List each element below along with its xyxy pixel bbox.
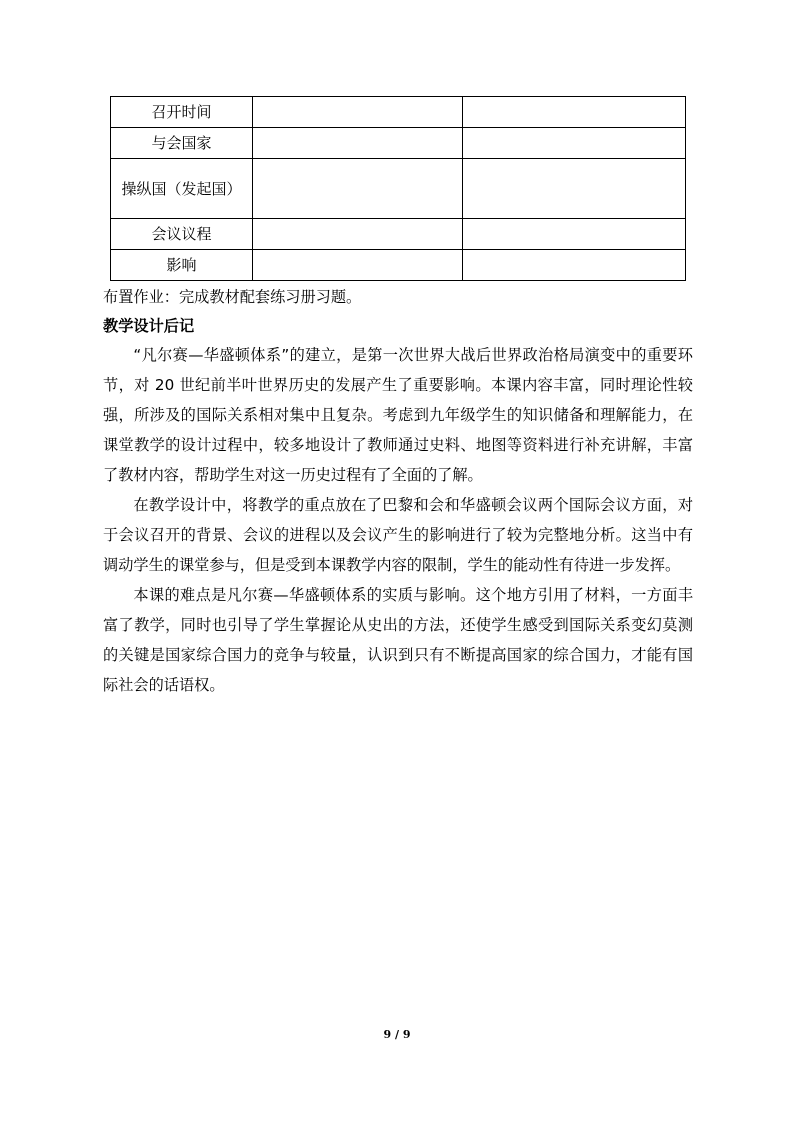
table-row [111, 159, 686, 219]
table-row [111, 97, 686, 128]
homework-text: 布置作业：完成教材配套练习册习题。 [103, 288, 362, 306]
table-cell [253, 128, 463, 159]
table-row [111, 250, 686, 281]
reflection-body [103, 340, 693, 700]
table-cell [253, 250, 463, 281]
row-label: 会议议程 [111, 219, 253, 250]
table-cell [463, 250, 686, 281]
table-row [111, 219, 686, 250]
section-heading: 教学设计后记 [103, 317, 195, 335]
table-cell [463, 159, 686, 219]
table-cell [463, 219, 686, 250]
paragraph: 本课的难点是凡尔赛—华盛顿体系的实质与影响。这个地方引用了材料，一方面丰富了教学，同时也引导了学生掌握论从史出的方法，还使学生感受到国际关系变幻莫测的关键是国家综合国力的竞争与较量，认识到只有不断提高国家的综合国力，才能有国际社会的话语权。 [103, 586, 693, 694]
table-cell [253, 159, 463, 219]
row-label: 与会国家 [111, 128, 253, 159]
row-label: 操纵国（发起国） [111, 159, 253, 219]
table-cell [463, 97, 686, 128]
table-row [111, 128, 686, 159]
page-number: 9 / 9 [383, 1028, 411, 1041]
table-cell [463, 128, 686, 159]
table-cell [253, 219, 463, 250]
row-label: 召开时间 [111, 97, 253, 128]
row-label: 影响 [111, 250, 253, 281]
conference-table [110, 96, 686, 281]
table-cell [253, 97, 463, 128]
paragraph: “凡尔赛—华盛顿体系”的建立，是第一次世界大战后世界政治格局演变中的重要环节，对 20 世纪前半叶世界历史的发展产生了重要影响。本课内容丰富，同时理论性较强，所涉及的国际关系相对集中且复杂。考虑到九年级学生的知识储备和理解能力，在课堂教学的设计过程中，较多地设计了教师通过史料、地图等资料进行补充讲解，丰富了教材内容，帮助学生对这一历史过程有了全面的了解。 [103, 346, 693, 484]
paragraph: 在教学设计中，将教学的重点放在了巴黎和会和华盛顿会议两个国际会议方面，对于会议召开的背景、会议的进程以及会议产生的影响进行了较为完整地分析。这当中有调动学生的课堂参与，但是受到本课教学内容的限制，学生的能动性有待进一步发挥。 [103, 496, 693, 574]
